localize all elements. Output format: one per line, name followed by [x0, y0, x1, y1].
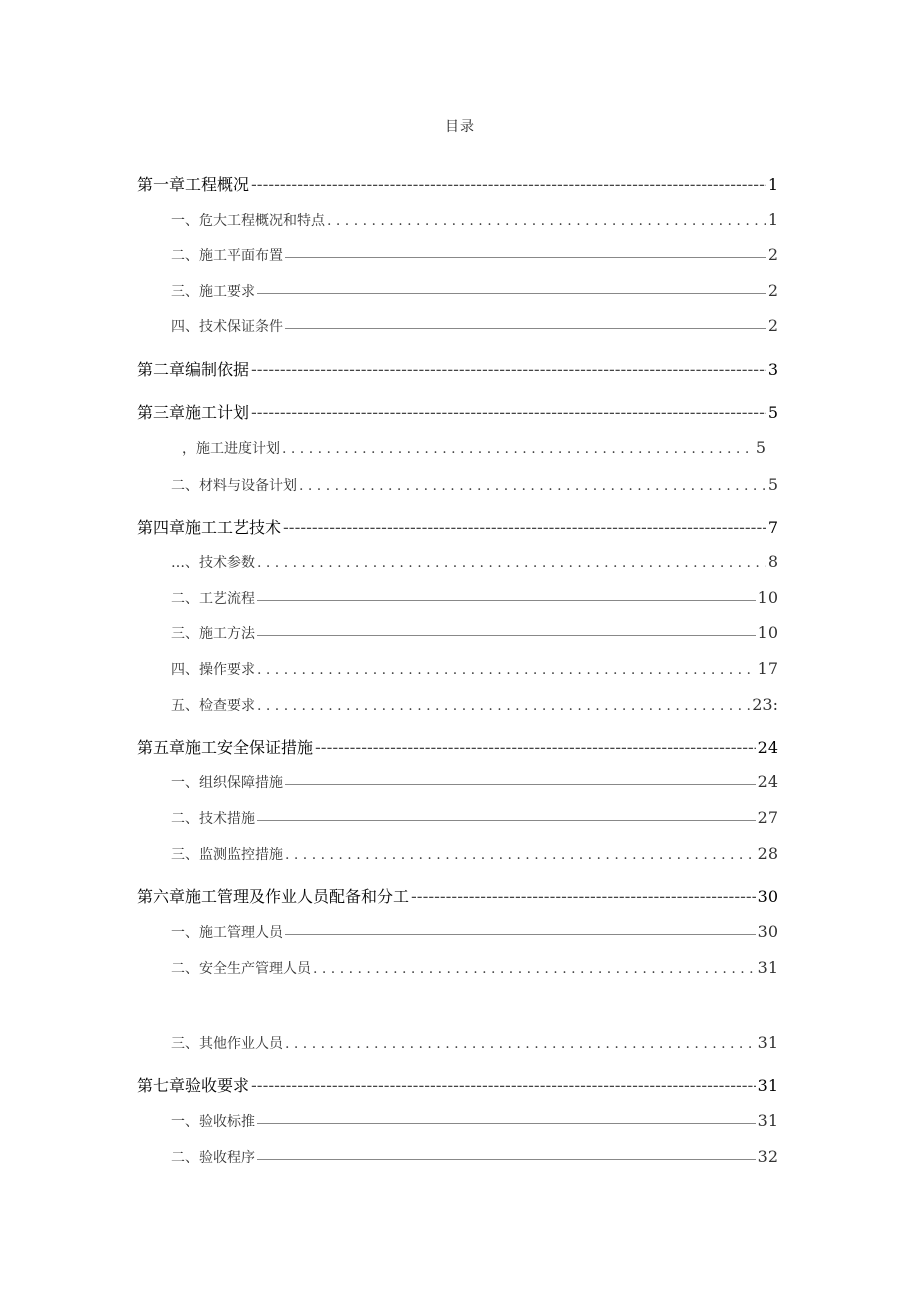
toc-leader — [257, 662, 756, 678]
toc-page-number: 1 — [767, 175, 778, 194]
toc-entry-label: 一、施工管理人员 — [171, 925, 283, 941]
toc-section-entry[interactable] — [171, 659, 778, 679]
toc-entry-label: 二、材料与设备计划 — [171, 478, 297, 494]
toc-leader — [285, 783, 756, 785]
toc-leader — [285, 256, 766, 258]
toc-page-number: 30 — [757, 922, 778, 941]
toc-entry-label: ，施工进度计划 — [182, 441, 280, 457]
toc-section-entry[interactable] — [171, 281, 778, 301]
toc-leader — [251, 403, 766, 422]
toc-chapter-entry[interactable] — [137, 357, 778, 380]
toc-page-number: 28 — [757, 844, 778, 863]
toc-page-number: 8 — [767, 552, 778, 571]
toc-leader — [283, 518, 766, 537]
toc-leader — [251, 175, 766, 194]
toc-entry-label: 三、监测监控措施 — [171, 847, 283, 863]
toc-section-entry[interactable] — [171, 695, 778, 715]
toc-chapter-entry[interactable] — [137, 400, 778, 423]
toc-entry-label: 二、技术措施 — [171, 811, 255, 827]
toc-entry-label: 一、验收标推 — [171, 1114, 255, 1130]
toc-page-number: 7 — [767, 518, 778, 537]
toc-leader — [282, 441, 754, 457]
toc-section-entry[interactable] — [171, 245, 778, 265]
toc-page-number: 24 — [757, 738, 778, 757]
toc-page-number: 3 — [767, 360, 778, 379]
toc-leader — [251, 360, 766, 379]
toc-section-entry[interactable] — [171, 958, 778, 978]
toc-leader — [299, 478, 766, 494]
toc-section-entry[interactable] — [171, 623, 778, 643]
toc-leader — [313, 961, 756, 977]
toc-entry-label: 第一章工程概况 — [137, 175, 250, 194]
toc-entry-label: 五、检查要求 — [171, 698, 255, 714]
toc-chapter-entry[interactable] — [137, 884, 778, 907]
toc-leader — [257, 819, 756, 821]
toc-page-number: 27 — [757, 808, 778, 827]
toc-entry-label: 一、组织保障措施 — [171, 775, 283, 791]
toc-section-entry[interactable] — [171, 772, 778, 792]
toc-section-entry[interactable] — [171, 1111, 778, 1131]
toc-section-entry[interactable] — [182, 438, 766, 458]
toc-chapter-entry[interactable] — [137, 735, 778, 758]
toc-leader — [257, 555, 766, 571]
toc-entry-label: 三、施工要求 — [171, 284, 255, 300]
toc-section-entry[interactable] — [171, 1147, 778, 1167]
toc-entry-label: 第二章编制依据 — [137, 360, 250, 379]
toc-page-number: 10 — [757, 588, 778, 607]
toc-page-number: 1 — [767, 210, 778, 229]
toc-page-number: 5 — [767, 475, 778, 494]
toc-leader — [285, 933, 756, 935]
toc-page-number: 31 — [757, 1033, 778, 1052]
toc-entry-label: 四、操作要求 — [171, 662, 255, 678]
toc-chapter-entry[interactable] — [137, 172, 778, 195]
toc-section-entry[interactable] — [171, 552, 778, 572]
toc-page-number: 2 — [767, 316, 778, 335]
toc-chapter-entry[interactable] — [137, 515, 778, 538]
toc-page-number: 32 — [757, 1147, 778, 1166]
toc-page-number: 2 — [767, 281, 778, 300]
toc-entry-label: 第六章施工管理及作业人员配备和分工 — [137, 887, 410, 906]
toc-chapter-entry[interactable] — [137, 1073, 778, 1096]
toc-section-entry[interactable] — [171, 316, 778, 336]
toc-page-number: 2 — [767, 245, 778, 264]
toc-entry-label: 二、安全生产管理人员 — [171, 961, 311, 977]
toc-section-entry[interactable] — [171, 808, 778, 828]
toc-entry-label: 三、施工方法 — [171, 626, 255, 642]
toc-leader — [251, 1076, 756, 1095]
toc-leader — [257, 698, 750, 714]
toc-page-number: 24 — [757, 772, 778, 791]
toc-entry-label: 二、工艺流程 — [171, 591, 255, 607]
toc-entry-label: 第三章施工计划 — [137, 403, 250, 422]
toc-leader — [315, 738, 756, 757]
toc-leader — [257, 634, 756, 636]
page-title: 目录 — [445, 119, 475, 135]
toc-leader — [257, 292, 766, 294]
toc-page-number: 5 — [755, 438, 766, 457]
toc-entry-label: 三、其他作业人员 — [171, 1036, 283, 1052]
toc-leader — [285, 847, 756, 863]
toc-page-number: 31 — [757, 1111, 778, 1130]
toc-entry-label: 第五章施工安全保证措施 — [137, 738, 314, 757]
toc-page-number: 10 — [757, 623, 778, 642]
toc-entry-label: …、技术参数 — [171, 555, 255, 571]
toc-section-entry[interactable] — [171, 922, 778, 942]
toc-leader — [411, 887, 756, 906]
toc-entry-label: 二、验收程序 — [171, 1150, 255, 1166]
toc-leader — [257, 1158, 756, 1160]
toc-leader — [285, 327, 766, 329]
toc-section-entry[interactable] — [171, 1033, 778, 1053]
toc-page-number: 5 — [767, 403, 778, 422]
toc-section-entry[interactable] — [171, 588, 778, 608]
toc-entry-label: 第四章施工工艺技术 — [137, 518, 282, 537]
toc-page-number: 31 — [757, 958, 778, 977]
toc-leader — [257, 1122, 756, 1124]
toc-entry-label: 第七章验收要求 — [137, 1076, 250, 1095]
toc-page-number: 23: — [752, 695, 778, 714]
toc-page-number: 30 — [757, 887, 778, 906]
toc-leader — [257, 599, 756, 601]
toc-leader — [327, 213, 766, 229]
toc-entry-label: 一、危大工程概况和特点 — [171, 213, 325, 229]
toc-leader — [285, 1036, 756, 1052]
toc-page-number: 17 — [757, 659, 778, 678]
toc-section-entry[interactable] — [171, 844, 778, 864]
toc-entry-label: 四、技术保证条件 — [171, 319, 283, 335]
toc-page-number: 31 — [757, 1076, 778, 1095]
toc-section-entry[interactable] — [171, 210, 778, 230]
toc-entry-label: 二、施工平面布置 — [171, 248, 283, 264]
toc-section-entry[interactable] — [171, 475, 778, 495]
